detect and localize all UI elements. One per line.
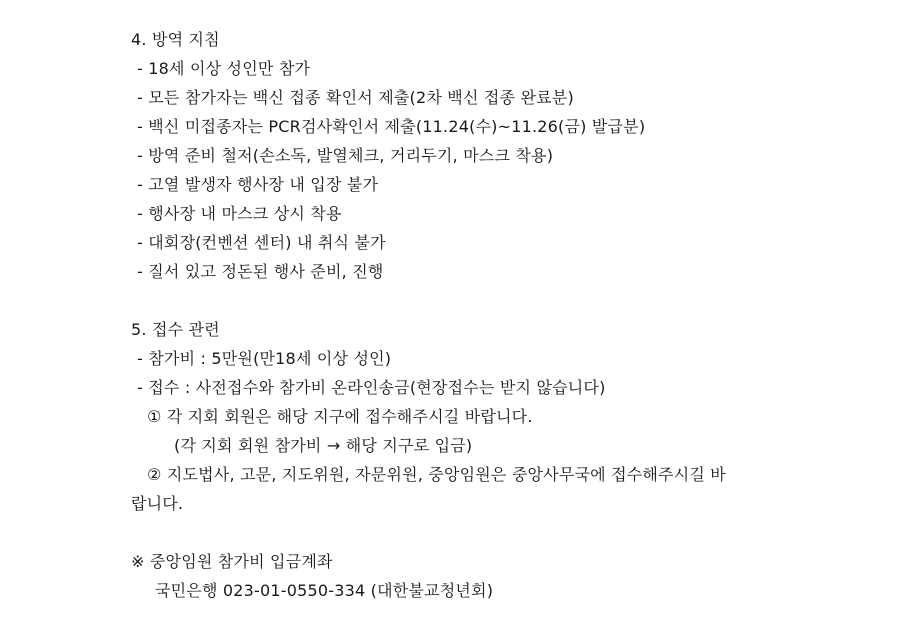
section-4-item: - 행사장 내 마스크 상시 착용 [137,204,342,223]
fee-line: - 참가비 : 5만원(만18세 이상 성인) [137,349,392,368]
section-4-item: - 모든 참가자는 백신 접종 확인서 제출(2차 백신 접종 완료분) [137,88,574,107]
note-1-sub: (각 지회 회원 참가비 → 해당 지구로 입금) [174,436,473,455]
section-5-heading: 5. 접수 관련 [131,320,220,339]
section-4-item: - 방역 준비 철저(손소독, 발열체크, 거리두기, 마스크 착용) [137,146,554,165]
section-4-item: - 고열 발생자 행사장 내 입장 불가 [137,175,379,194]
section-4-item: - 대회장(컨벤션 센터) 내 취식 불가 [137,233,386,252]
section-4-item: - 18세 이상 성인만 참가 [137,59,311,78]
section-4-item: - 질서 있고 정돈된 행사 준비, 진행 [137,262,384,281]
note-2-line-1: ② 지도법사, 고문, 지도위원, 자문위원, 중앙임원은 중앙사무국에 접수해주시길 바 [147,465,726,484]
reception-line: - 접수 : 사전접수와 참가비 온라인송금(현장접수는 받지 않습니다) [137,378,606,397]
note-1: ① 각 지회 회원은 해당 지구에 접수해주시길 바랍니다. [147,407,533,426]
account-details: 국민은행 023-01-0550-334 (대한불교청년회) [155,581,494,600]
section-4-heading: 4. 방역 지침 [131,30,220,49]
account-title: ※ 중앙임원 참가비 입금계좌 [131,552,333,571]
note-2-line-2: 랍니다. [131,494,184,513]
section-4-item: - 백신 미접종자는 PCR검사확인서 제출(11.24(수)~11.26(금) 발급분) [137,117,646,136]
